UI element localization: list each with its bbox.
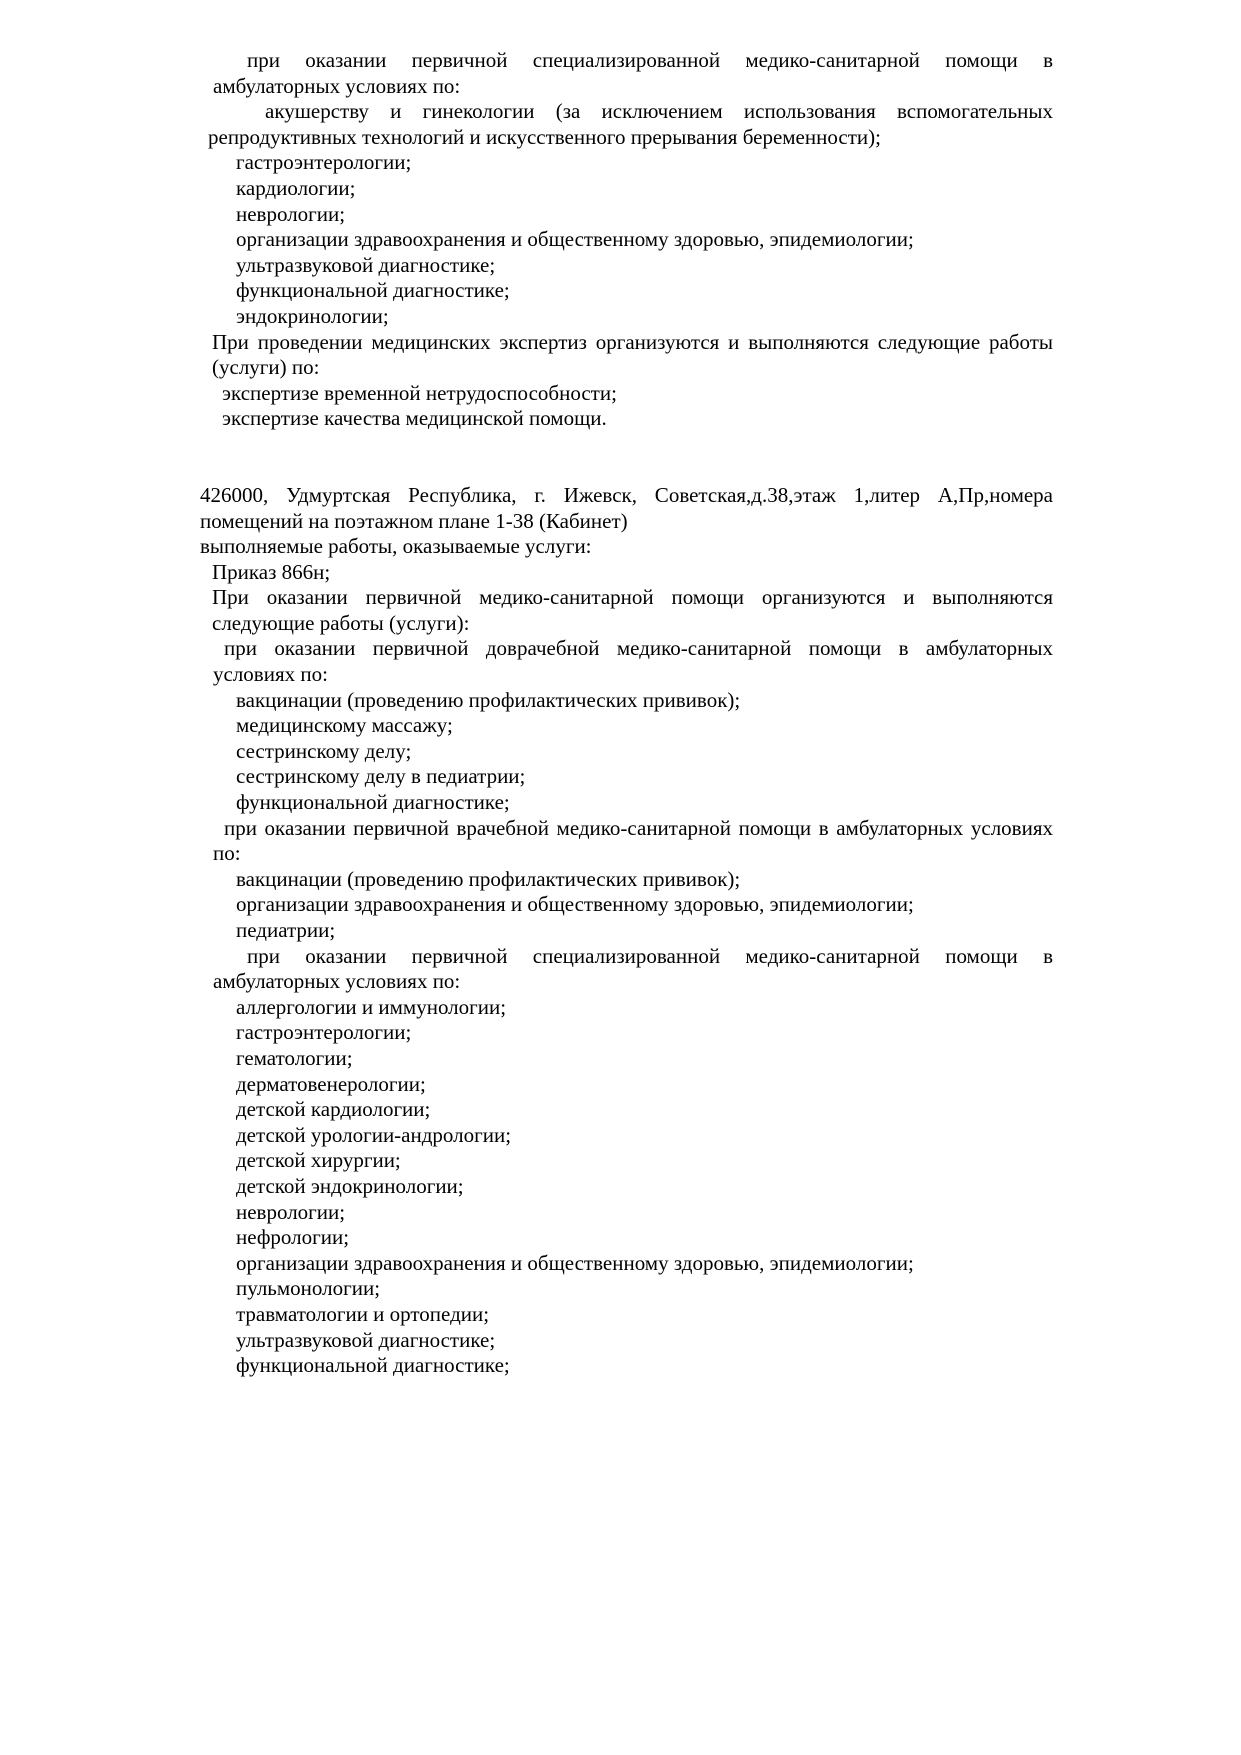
list-item: гастроэнтерологии; (236, 1020, 412, 1045)
list-item: функциональной диагностике; (236, 278, 510, 303)
list-item: неврологии; (236, 201, 346, 226)
list-item: сестринскому делу; (236, 738, 412, 763)
list-item: организации здравоохранения и общественному здоровью, эпидемиологии; (236, 1250, 914, 1275)
paragraph: 426000, Удмуртская Республика, г. Ижевск, Советская,д.38,этаж 1,литер А,Пр,номера помещений на поэтажном плане 1-38 (Кабинет) (200, 482, 1053, 533)
list-item: сестринскому делу в педиатрии; (236, 764, 526, 789)
list-item: гематологии; (236, 1045, 353, 1070)
paragraph: при оказании первичной специализированной медико-санитарной помощи в амбулаторных условиях по: (213, 943, 1053, 994)
list-item: организации здравоохранения и общественному здоровью, эпидемиологии; (236, 892, 914, 917)
list-item: ультразвуковой диагностике; (236, 252, 496, 277)
paragraph: при оказании первичной доврачебной медико-санитарной помощи в амбулаторных условиях по: (213, 636, 1053, 687)
list-item: организации здравоохранения и общественному здоровью, эпидемиологии; (236, 227, 914, 252)
list-item: детской кардиологии; (236, 1097, 431, 1122)
list-item: пульмонологии; (236, 1276, 381, 1301)
list-item: детской эндокринологии; (236, 1173, 464, 1198)
list-item: нефрологии; (236, 1225, 350, 1250)
list-item: экспертизе качества медицинской помощи. (222, 406, 607, 431)
paragraph: Приказ 866н; (212, 559, 331, 584)
paragraph: акушерству и гинекологии (за исключением использования вспомогательных репродуктивных технологий и искусственного прерывания беременности); (208, 99, 1053, 149)
list-item: педиатрии; (236, 918, 336, 942)
list-item: ультразвуковой диагностике; (236, 1327, 496, 1352)
paragraph: При проведении медицинских экспертиз организуются и выполняются следующие работы (услуги) по: (212, 329, 1053, 380)
paragraph: при оказании первичной врачебной медико-санитарной помощи в амбулаторных условиях по: (213, 815, 1053, 866)
list-item: функциональной диагностике; (236, 790, 510, 815)
list-item: неврологии; (236, 1199, 346, 1224)
list-item: эндокринологии; (236, 303, 389, 328)
list-item: функциональной диагностике; (236, 1353, 510, 1378)
paragraph: выполняемые работы, оказываемые услуги: (200, 534, 592, 559)
list-item: гастроэнтерологии; (236, 150, 412, 175)
paragraph: При оказании первичной медико-санитарной помощи организуются и выполняются следующие работы (услуги): (212, 585, 1053, 635)
list-item: вакцинации (проведению профилактических прививок); (236, 687, 741, 712)
list-item: аллергологии и иммунологии; (236, 994, 507, 1019)
list-item: экспертизе временной нетрудоспособности; (222, 380, 617, 405)
list-item: медицинскому массажу; (236, 713, 453, 738)
list-item: вакцинации (проведению профилактических прививок); (236, 866, 741, 891)
paragraph: при оказании первичной специализированной медико-санитарной помощи в амбулаторных условиях по: (213, 48, 1053, 98)
list-item: травматологии и ортопедии; (236, 1301, 490, 1326)
blank-line (200, 432, 1053, 483)
list-item: детской урологии-андрологии; (236, 1122, 512, 1147)
list-item: детской хирургии; (236, 1148, 401, 1173)
list-item: кардиологии; (236, 175, 356, 200)
list-item: дерматовенерологии; (236, 1071, 426, 1096)
